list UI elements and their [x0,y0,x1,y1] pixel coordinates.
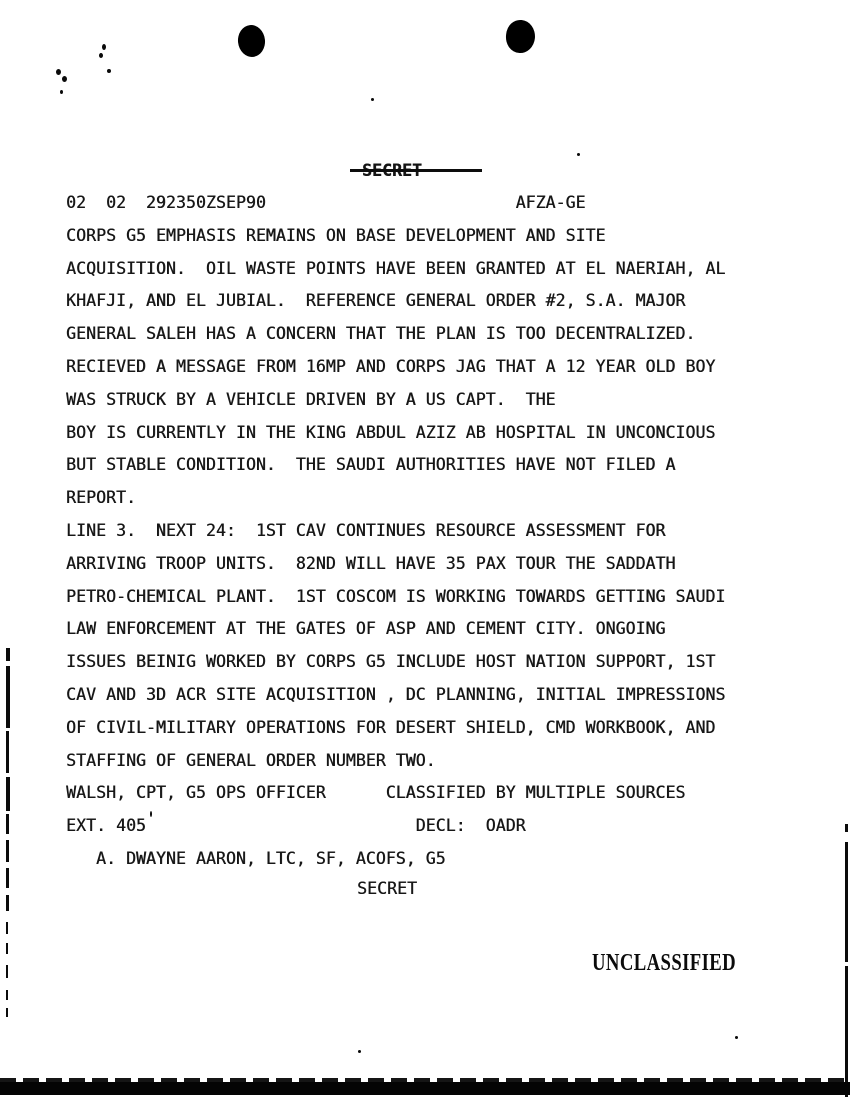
document-line: GENERAL SALEH HAS A CONCERN THAT THE PLAN IS TOO DECENTRALIZED. [66,324,696,344]
ink-speck [577,153,580,156]
ink-speck [102,44,106,50]
document-body [66,187,725,876]
document-line: ACQUISITION. OIL WASTE POINTS HAVE BEEN GRANTED AT EL NAERIAH, AL [66,258,726,278]
scan-edge-line [845,824,848,832]
ink-speck [60,90,63,94]
document-line: BUT STABLE CONDITION. THE SAUDI AUTHORITIES HAVE NOT FILED A [66,455,676,475]
scan-margin-mark [6,965,8,978]
document-line: PETRO-CHEMICAL PLANT. 1ST COSCOM IS WORKING TOWARDS GETTING SAUDI [66,586,726,606]
classification-footer: SECRET [357,879,417,898]
scan-margin-mark [6,1008,8,1017]
scan-margin-mark [6,868,9,888]
scan-margin-mark [6,895,9,911]
scan-margin-mark [6,814,9,834]
scan-margin-mark [6,666,10,728]
ink-speck [371,98,374,101]
document-line: 02 02 292350ZSEP90 AFZA-GE [66,193,586,212]
document-line: WALSH, CPT, G5 OPS OFFICER CLASSIFIED BY MULTIPLE SOURCES [66,783,686,803]
strikethrough-line [350,169,482,172]
scan-margin-mark [6,840,9,862]
scan-margin-mark [6,922,8,934]
ink-speck [99,53,103,58]
ink-speck [358,1050,361,1053]
document-line: BOY IS CURRENTLY IN THE KING ABDUL AZIZ AB HOSPITAL IN UNCONCIOUS [66,422,716,442]
document-line: CAV AND 3D ACR SITE ACQUISITION , DC PLANNING, INITIAL IMPRESSIONS [66,684,726,704]
scan-margin-mark [6,648,10,661]
ink-speck [56,69,61,75]
document-line: LAW ENFORCEMENT AT THE GATES OF ASP AND CEMENT CITY. ONGOING [66,619,666,639]
document-line: REPORT. [66,488,136,508]
scan-edge-line [845,842,848,962]
punch-hole-left [236,24,266,59]
scan-margin-mark [6,990,8,1000]
document-line: EXT. 405 DECL: OADR [66,816,526,836]
document-line: KHAFJI, AND EL JUBIAL. REFERENCE GENERAL ORDER #2, S.A. MAJOR [66,291,686,311]
document-line: STAFFING OF GENERAL ORDER NUMBER TWO. [66,750,436,770]
scan-bottom-bar [0,1082,850,1095]
unclassified-stamp: UNCLASSIFIED [592,950,737,976]
document-line: A. DWAYNE AARON, LTC, SF, ACOFS, G5 [66,848,446,868]
punch-hole-right [505,19,537,54]
ink-speck [107,69,111,73]
document-line: OF CIVIL-MILITARY OPERATIONS FOR DESERT SHIELD, CMD WORKBOOK, AND [66,717,716,737]
scan-margin-mark [6,731,9,773]
document-line: RECIEVED A MESSAGE FROM 16MP AND CORPS JAG THAT A 12 YEAR OLD BOY [66,356,716,376]
scan-margin-mark [6,943,8,954]
document-line: ISSUES BEINIG WORKED BY CORPS G5 INCLUDE HOST NATION SUPPORT, 1ST [66,652,716,672]
scan-margin-mark [6,777,10,811]
document-line: ARRIVING TROOP UNITS. 82ND WILL HAVE 35 PAX TOUR THE SADDATH [66,553,676,573]
document-line: WAS STRUCK BY A VEHICLE DRIVEN BY A US CAPT. THE [66,389,556,409]
ink-speck [62,76,67,82]
document-line: LINE 3. NEXT 24: 1ST CAV CONTINUES RESOURCE ASSESSMENT FOR [66,520,666,540]
ink-speck [735,1036,738,1039]
document-line: CORPS G5 EMPHASIS REMAINS ON BASE DEVELOPMENT AND SITE [66,225,606,245]
